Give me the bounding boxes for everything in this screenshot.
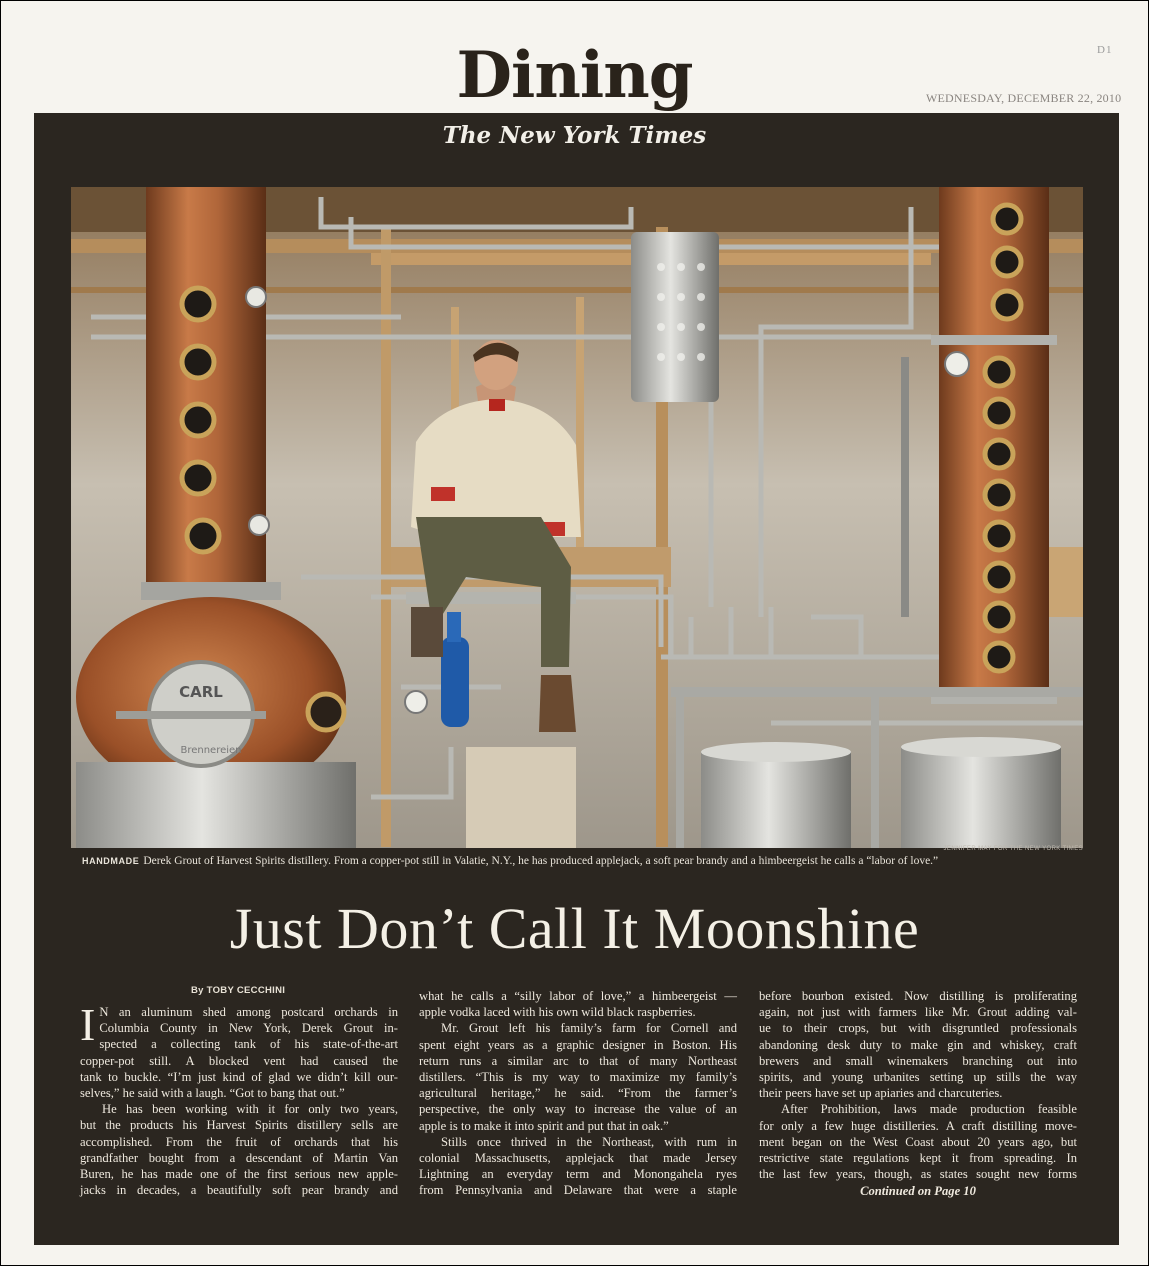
text-line: the last few years, though, as states sought new forms bbox=[759, 1167, 1077, 1182]
text-line: copper-pot still. A blocked vent had caused the bbox=[80, 1053, 398, 1068]
drop-cap: I bbox=[80, 999, 96, 1050]
text-line: agricultural heritage,” he said. “From the farmer’s bbox=[419, 1086, 737, 1101]
caption-lead: HANDMADE bbox=[82, 856, 140, 866]
text-line: After Prohibition, laws made production feasible bbox=[781, 1102, 1077, 1117]
tank-label-top: CARL bbox=[179, 683, 223, 701]
text-line: restrictive state regulations kept it from spreading. In bbox=[759, 1151, 1077, 1166]
photo-credit: JENNIFER MAY FOR THE NEW YORK TIMES bbox=[943, 846, 1083, 852]
text-line: ment began on the West Coast about 20 years ago, but bbox=[759, 1134, 1077, 1149]
article-column-3 bbox=[759, 988, 1077, 1200]
text-line: apple vodka laced with his own wild black raspberries. bbox=[419, 1005, 696, 1020]
condenser bbox=[631, 232, 719, 402]
caption-text: Derek Grout of Harvest Spirits distillery. From a copper-pot still in Valatie, N.Y., he has produced applejack, a soft pear brandy and a himbeergeist he calls a “labor of love.” bbox=[143, 855, 939, 867]
text-line: selves,” he said with a laugh. “Got to bang that out.” bbox=[80, 1086, 345, 1101]
newspaper-nameplate: The New York Times bbox=[442, 122, 707, 149]
text-line: return runs a similar arc to that of many Northeast bbox=[419, 1053, 737, 1068]
text-line: colonial Massachusetts, applejack that made Jersey bbox=[419, 1151, 737, 1166]
distillery-photo bbox=[71, 187, 1083, 848]
text-line: grandfather bought from a descendant of Martin Van bbox=[80, 1150, 398, 1165]
text-line: Buren, he has made one of the first serious new apple- bbox=[80, 1167, 398, 1182]
article-column-1 bbox=[80, 999, 398, 1198]
headline: Just Don’t Call It Moonshine bbox=[229, 896, 920, 961]
byline: By TOBY CECCHINI bbox=[191, 985, 286, 996]
text-line: before bourbon existed. Now distilling is proliferating bbox=[759, 989, 1077, 1003]
text-line: spected a collecting tank of his state-of-the-art bbox=[99, 1037, 398, 1052]
text-line: Lightning an everyday term and Monongahela ryes bbox=[419, 1167, 737, 1182]
text-line: again, not just with farmers like Mr. Grout adding val- bbox=[759, 1005, 1077, 1020]
continued-link[interactable]: Continued on Page 10 bbox=[860, 1184, 976, 1199]
tank-label-bottom: Brennereien bbox=[180, 745, 242, 756]
text-line: brewers and small winemakers branching out into bbox=[759, 1053, 1077, 1068]
text-line: Stills once thrived in the Northeast, with rum in bbox=[441, 1134, 737, 1149]
text-line: spent eight years as a graphic designer in Boston. His bbox=[419, 1037, 737, 1052]
text-line: from Pennsylvania and Delaware that were a staple bbox=[419, 1183, 737, 1198]
text-line: perspective, the only way to increase the value of an bbox=[419, 1102, 737, 1117]
page-number: D1 bbox=[1097, 44, 1113, 56]
photo-caption bbox=[82, 855, 1092, 867]
text-line: spirits, and young urbanites setting up stills the way bbox=[759, 1070, 1077, 1085]
text-line: but the products his Harvest Spirits distillery sells are bbox=[80, 1118, 398, 1133]
text-line: abandoning desk duty to make gin and whiskey, craft bbox=[759, 1037, 1077, 1052]
text-line: ue to their crops, but with disgruntled professionals bbox=[759, 1021, 1077, 1036]
text-line: He has been working with it for only two years, bbox=[102, 1102, 398, 1117]
article-column-2 bbox=[419, 988, 737, 1199]
section-title: Dining bbox=[456, 38, 693, 113]
text-line: Columbia County in New York, Derek Grout in- bbox=[99, 1021, 398, 1036]
text-line: accomplished. From the fruit of orchards that his bbox=[80, 1134, 398, 1149]
text-line: Mr. Grout left his family’s farm for Cornell and bbox=[441, 1021, 737, 1036]
text-line: N an aluminum shed among postcard orchards in bbox=[99, 1005, 398, 1019]
dateline: WEDNESDAY, DECEMBER 22, 2010 bbox=[926, 91, 1122, 105]
text-line: their peers have set up apiaries and charcuteries. bbox=[759, 1086, 1003, 1101]
text-line: apple is to make it into spirit and put that in oak.” bbox=[419, 1118, 669, 1133]
text-line: tank to buckle. “I’m just kind of glad we didn’t kill our- bbox=[80, 1069, 398, 1084]
text-line: for only a few huge distilleries. A craft distilling move- bbox=[759, 1118, 1077, 1133]
text-line: jacks in decades, a beautifully soft pear brandy and bbox=[80, 1183, 398, 1198]
text-line: what he calls a “silly labor of love,” a himbeergeist — bbox=[419, 989, 737, 1003]
text-line: distillers. “This is my way to maximize my family’s bbox=[419, 1070, 737, 1085]
